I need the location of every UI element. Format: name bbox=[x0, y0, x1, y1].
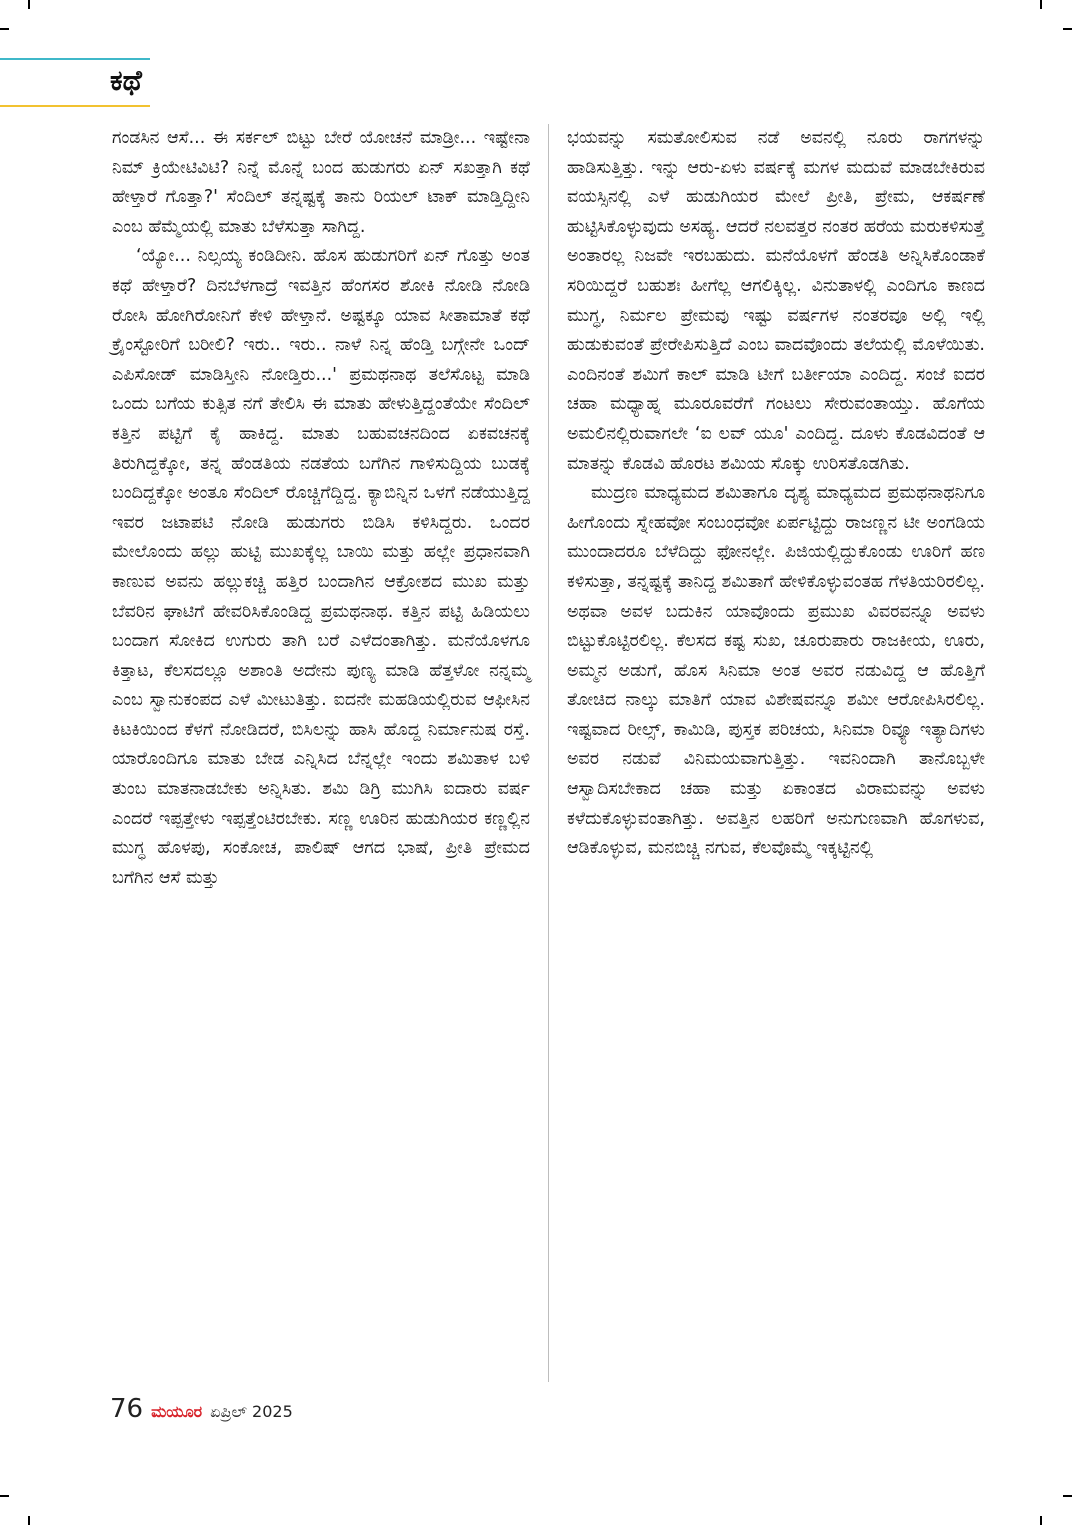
page-footer bbox=[110, 1394, 293, 1424]
crop-mark bbox=[28, 1516, 30, 1525]
magazine-logo: ಮಯೂರ bbox=[151, 1402, 203, 1421]
crop-mark bbox=[0, 1495, 9, 1497]
issue-date: ಏಪ್ರಿಲ್ 2025 bbox=[210, 1402, 293, 1421]
paragraph: ಗಂಡಸಿನ ಆಸೆ... ಈ ಸರ್ಕಲ್ ಬಿಟ್ಟು ಬೇರೆ ಯೋಚನೆ ಮಾಡ್ರೀ... ಇಷ್ಟೇನಾ ನಿಮ್ ಕ್ರಿಯೇಟಿವಿಟಿ? ನಿನ್ನೆ ಮೊನ್ನೆ ಬಂದ ಹುಡುಗರು ಏನ್ ಸಖತ್ತಾಗಿ ಕಥೆ ಹೇಳ್ತಾರೆ ಗೊತ್ತಾ?' ಸೆಂದಿಲ್ ತನ್ನಷ್ಟಕ್ಕೆ ತಾನು ರಿಯಲ್ ಟಾಕ್ ಮಾಡ್ತಿದ್ದೀನಿ ಎಂಬ ಹೆಮ್ಮೆಯಲ್ಲಿ ಮಾತು ಬೆಳೆಸುತ್ತಾ ಸಾಗಿದ್ದ. bbox=[112, 128, 530, 237]
crop-mark bbox=[1063, 28, 1072, 30]
paragraph: ಭಯವನ್ನು ಸಮತೋಲಿಸುವ ನಡೆ ಅವನಲ್ಲಿ ನೂರು ರಾಗಗಳನ್ನು ಹಾಡಿಸುತ್ತಿತ್ತು. ಇನ್ನು ಆರು-ಏಳು ವರ್ಷಕ್ಕೆ ಮಗಳ ಮದುವೆ ಮಾಡಬೇಕಿರುವ ವಯಸ್ಸಿನಲ್ಲಿ ಎಳೆ ಹುಡುಗಿಯರ ಮೇಲೆ ಪ್ರೀತಿ, ಪ್ರೇಮ, ಆಕರ್ಷಣೆ ಹುಟ್ಟಿಸಿಕೊಳ್ಳುವುದು ಅಸಹ್ಯ. ಆದರೆ ನಲವತ್ತರ ನಂತರ ಹರೆಯ ಮರುಕಳಿಸುತ್ತೆ ಅಂತಾರಲ್ಲ ನಿಜವೇ ಇರಬಹುದು. ಮನೆಯೊಳಗೆ ಹೆಂಡತಿ ಅನ್ನಿಸಿಕೊಂಡಾಕೆ ಸರಿಯಿದ್ದರೆ ಬಹುಶಃ ಹೀಗೆಲ್ಲ ಆಗಲಿಕ್ಕಿಲ್ಲ. ವಿನುತಾಳಲ್ಲಿ ಎಂದಿಗೂ ಕಾಣದ ಮುಗ್ಧ, ನಿರ್ಮಲ ಪ್ರೇಮವು ಇಷ್ಟು ವರ್ಷಗಳ ನಂತರವೂ ಅಲ್ಲಿ ಇಲ್ಲಿ ಹುಡುಕುವಂತೆ ಪ್ರೇರೇಪಿಸುತ್ತಿದೆ ಎಂಬ ವಾದವೊಂದು ತಲೆಯಲ್ಲಿ ಮೊಳೆಯಿತು. ಎಂದಿನಂತೆ ಶಮಿಗೆ ಕಾಲ್ ಮಾಡಿ ಟೀಗೆ ಬರ್ತೀಯಾ ಎಂದಿದ್ದ. ಸಂಜೆ ಐದರ ಚಹಾ ಮಧ್ಯಾಹ್ನ ಮೂರೂವರೆಗೆ ಗಂಟಲು ಸೇರುವಂತಾಯ್ತು. ಹೊಗೆಯ ಅಮಲಿನಲ್ಲಿರುವಾಗಲೇ ‘ಐ ಲವ್ ಯೂ' ಎಂದಿದ್ದ. ದೂಳು ಕೊಡವಿದಂತೆ ಆ ಮಾತನ್ನು ಕೊಡವಿ ಹೊರಟ ಶಮಿಯ ಸೊಕ್ಕು ಉರಿಸತೊಡಗಿತು. bbox=[567, 128, 985, 474]
column-divider bbox=[548, 124, 549, 1382]
page-number: 76 bbox=[110, 1394, 144, 1424]
article-column-left bbox=[112, 124, 530, 893]
crop-mark bbox=[1040, 0, 1042, 9]
section-top-rule bbox=[0, 58, 150, 60]
article-column-right bbox=[567, 124, 985, 864]
paragraph: ಮುದ್ರಣ ಮಾಧ್ಯಮದ ಶಮಿತಾಗೂ ದೃಶ್ಯ ಮಾಧ್ಯಮದ ಪ್ರಮಥನಾಥನಿಗೂ ಹೀಗೊಂದು ಸ್ನೇಹವೋ ಸಂಬಂಧವೋ ಏರ್ಪಟ್ಟಿದ್ದು ರಾಜಣ್ಣನ ಟೀ ಅಂಗಡಿಯ ಮುಂದಾದರೂ ಬೆಳೆದಿದ್ದು ಫೋನಲ್ಲೇ. ಪಿಜಿಯಲ್ಲಿದ್ದುಕೊಂಡು ಊರಿಗೆ ಹಣ ಕಳಿಸುತ್ತಾ, ತನ್ನಷ್ಟಕ್ಕೆ ತಾನಿದ್ದ ಶಮಿತಾಗೆ ಹೇಳಿಕೊಳ್ಳುವಂತಹ ಗೆಳತಿಯರಿರಲಿಲ್ಲ. ಅಥವಾ ಅವಳ ಬದುಕಿನ ಯಾವೊಂದು ಪ್ರಮುಖ ವಿವರವನ್ನೂ ಅವಳು ಬಿಟ್ಟುಕೊಟ್ಟಿರಲಿಲ್ಲ. ಕೆಲಸದ ಕಷ್ಟ ಸುಖ, ಚೂರುಪಾರು ರಾಜಕೀಯ, ಊರು, ಅಮ್ಮನ ಅಡುಗೆ, ಹೊಸ ಸಿನಿಮಾ ಅಂತ ಅವರ ನಡುವಿದ್ದ ಆ ಹೊತ್ತಿಗೆ ತೋಚಿದ ನಾಲ್ಕು ಮಾತಿಗೆ ಯಾವ ವಿಶೇಷವನ್ನೂ ಶಮೀ ಆರೋಪಿಸಿರಲಿಲ್ಲ. ಇಷ್ಟವಾದ ರೀಲ್ಸ್, ಕಾಮಿಡಿ, ಪುಸ್ತಕ ಪರಿಚಯ, ಸಿನಿಮಾ ರಿವ್ಯೂ ಇತ್ಯಾದಿಗಳು ಅವರ ನಡುವೆ ವಿನಿಮಯವಾಗುತ್ತಿತ್ತು. ಇವನಿಂದಾಗಿ ತಾನೊಬ್ಬಳೇ ಆಸ್ವಾದಿಸಬೇಕಾದ ಚಹಾ ಮತ್ತು ಏಕಾಂತದ ವಿರಾಮವನ್ನು ಅವಳು ಕಳೆದುಕೊಳ್ಳುವಂತಾಗಿತ್ತು. ಅವತ್ತಿನ ಲಹರಿಗೆ ಅನುಗುಣವಾಗಿ ಹೊಗಳುವ, ಆಡಿಕೊಳ್ಳುವ, ಮನಬಿಚ್ಚಿ ನಗುವ, ಕೆಲವೊಮ್ಮೆ ಇಕ್ಕಟ್ಟಿನಲ್ಲಿ bbox=[567, 483, 985, 859]
crop-mark bbox=[1063, 1495, 1072, 1497]
section-label: ಕಥೆ bbox=[110, 64, 142, 97]
crop-mark bbox=[0, 28, 9, 30]
crop-mark bbox=[1040, 1516, 1042, 1525]
paragraph: ‘ಯ್ಯೋ... ನಿಲ್ಸಯ್ಯ ಕಂಡಿದೀನಿ. ಹೊಸ ಹುಡುಗರಿಗೆ ಏನ್ ಗೊತ್ತು ಅಂತ ಕಥೆ ಹೇಳ್ತಾರೆ? ದಿನಬೆಳಗಾದ್ರೆ ಇವತ್ತಿನ ಹೆಂಗಸರ ಶೋಕಿ ನೋಡಿ ನೋಡಿ ರೋಸಿ ಹೋಗಿರೋನಿಗೆ ಕೇಳಿ ಹೇಳ್ತಾನೆ. ಅಷ್ಟಕ್ಕೂ ಯಾವ ಸೀತಾಮಾತೆ ಕಥೆ ಕ್ರೈಂಸ್ಟೋರಿಗೆ ಬರೀಲಿ? ಇರು.. ಇರು.. ನಾಳೆ ನಿನ್ನ ಹೆಂಡ್ತಿ ಬಗ್ಗೇನೇ ಒಂದ್ ಎಪಿಸೋಡ್ ಮಾಡಿಸ್ತೀನಿ ನೋಡ್ತಿರು...' ಪ್ರಮಥನಾಥ ತಲೆಸೊಟ್ಟ ಮಾಡಿ ಒಂದು ಬಗೆಯ ಕುತ್ಸಿತ ನಗೆ ತೇಲಿಸಿ ಈ ಮಾತು ಹೇಳುತ್ತಿದ್ದಂತೆಯೇ ಸೆಂದಿಲ್ ಕತ್ತಿನ ಪಟ್ಟಿಗೆ ಕೈ ಹಾಕಿದ್ದ. ಮಾತು ಬಹುವಚನದಿಂದ ಏಕವಚನಕ್ಕೆ ತಿರುಗಿದ್ದಕ್ಕೋ, ತನ್ನ ಹೆಂಡತಿಯ ನಡತೆಯ ಬಗೆಗಿನ ಗಾಳಿಸುದ್ದಿಯ ಬುಡಕ್ಕೆ ಬಂದಿದ್ದಕ್ಕೋ ಅಂತೂ ಸೆಂದಿಲ್ ರೊಚ್ಚಿಗೆದ್ದಿದ್ದ. ಕ್ಯಾಬಿನ್ನಿನ ಒಳಗೆ ನಡೆಯುತ್ತಿದ್ದ ಇವರ ಜಟಾಪಟಿ ನೋಡಿ ಹುಡುಗರು ಬಿಡಿಸಿ ಕಳಿಸಿದ್ದರು. ಒಂದರ ಮೇಲೊಂದು ಹಲ್ಲು ಹುಟ್ಟಿ ಮುಖಕ್ಕೆಲ್ಲ ಬಾಯಿ ಮತ್ತು ಹಲ್ಲೇ ಪ್ರಧಾನವಾಗಿ ಕಾಣುವ ಅವನು ಹಲ್ಲುಕಚ್ಚಿ ಹತ್ತಿರ ಬಂದಾಗಿನ ಆಕ್ರೋಶದ ಮುಖ ಮತ್ತು ಬೆವರಿನ ಘಾಟಿಗೆ ಹೇವರಿಸಿಕೊಂಡಿದ್ದ ಪ್ರಮಥನಾಥ. ಕತ್ತಿನ ಪಟ್ಟಿ ಹಿಡಿಯಲು ಬಂದಾಗ ಸೋಕಿದ ಉಗುರು ತಾಗಿ ಬರೆ ಎಳೆದಂತಾಗಿತ್ತು. ಮನೆಯೊಳಗೂ ಕಿತ್ತಾಟ, ಕೆಲಸದಲ್ಲೂ ಅಶಾಂತಿ ಅದೇನು ಪುಣ್ಯ ಮಾಡಿ ಹೆತ್ತಳೋ ನನ್ನಮ್ಮ ಎಂಬ ಸ್ವಾನುಕಂಪದ ಎಳೆ ಮೀಟುತಿತ್ತು. ಐದನೇ ಮಹಡಿಯಲ್ಲಿರುವ ಆಫೀಸಿನ ಕಿಟಕಿಯಿಂದ ಕೆಳಗೆ ನೋಡಿದರೆ, ಬಿಸಿಲನ್ನು ಹಾಸಿ ಹೊದ್ದ ನಿರ್ಮಾನುಷ ರಸ್ತೆ. ಯಾರೊಂದಿಗೂ ಮಾತು ಬೇಡ ಎನ್ನಿಸಿದ ಬೆನ್ನಲ್ಲೇ ಇಂದು ಶಮಿತಾಳ ಬಳಿ ತುಂಬ ಮಾತನಾಡಬೇಕು ಅನ್ನಿಸಿತು. ಶಮಿ ಡಿಗ್ರಿ ಮುಗಿಸಿ ಐದಾರು ವರ್ಷ ಎಂದರೆ ಇಪ್ಪತ್ತೇಳು ಇಪ್ಪತ್ತೆಂಟಿರಬೇಕು. ಸಣ್ಣ ಊರಿನ ಹುಡುಗಿಯರ ಕಣ್ಣಲ್ಲಿನ ಮುಗ್ಧ ಹೊಳಪು, ಸಂಕೋಚ, ಪಾಲಿಷ್ ಆಗದ ಭಾಷೆ, ಪ್ರೀತಿ ಪ್ರೇಮದ ಬಗೆಗಿನ ಆಸೆ ಮತ್ತು bbox=[112, 246, 530, 888]
crop-mark bbox=[28, 0, 30, 9]
section-bottom-rule bbox=[0, 105, 150, 107]
